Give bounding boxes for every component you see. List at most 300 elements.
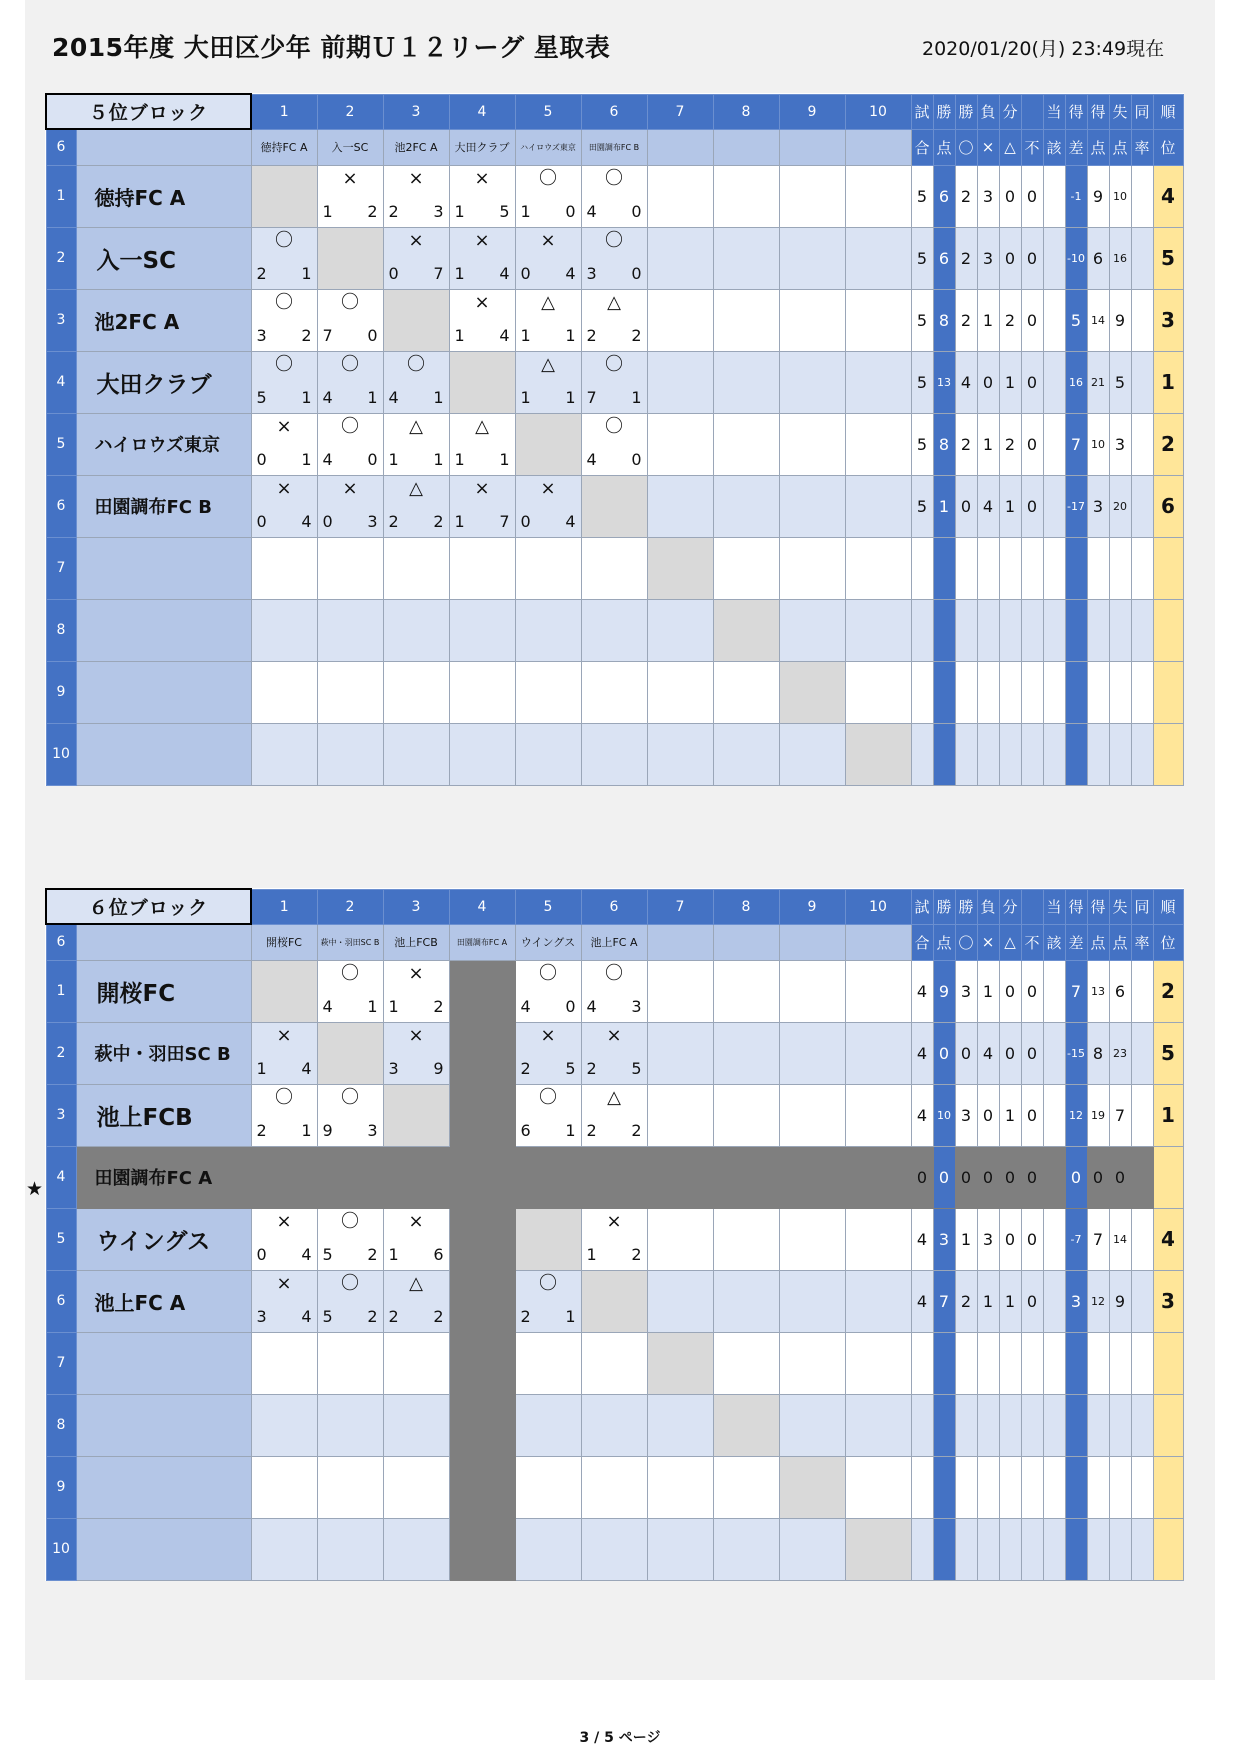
stat-cell: 1 [977, 413, 999, 475]
stat-cell: -17 [1065, 475, 1087, 537]
stat-cell [977, 1518, 999, 1580]
stat-cell: 1 [1153, 1084, 1183, 1146]
result-symbol: 〇 [605, 962, 623, 984]
match-result-cell [845, 661, 911, 723]
match-result-cell [515, 1146, 581, 1208]
team-row [46, 1518, 1183, 1580]
match-result-cell [383, 1394, 449, 1456]
match-result-cell [515, 1084, 581, 1146]
match-result-cell [713, 227, 779, 289]
goals-against: 2 [367, 1244, 378, 1264]
column-number: 10 [845, 94, 911, 129]
match-result-cell [449, 1518, 515, 1580]
stat-cell [1131, 413, 1153, 475]
stat-header-top: 勝 [933, 94, 955, 129]
result-symbol: 〇 [605, 229, 623, 251]
match-result-cell [515, 1518, 581, 1580]
stat-cell [1065, 661, 1087, 723]
stat-cell [955, 537, 977, 599]
goals-against: 5 [631, 1058, 642, 1078]
match-result-cell [383, 1332, 449, 1394]
goals-against: 4 [565, 263, 576, 283]
column-number: 9 [779, 94, 845, 129]
team-row [46, 960, 1183, 1022]
goals-against: 2 [301, 325, 312, 345]
match-result-cell [713, 1456, 779, 1518]
match-result-cell [647, 1518, 713, 1580]
team-row [46, 723, 1183, 785]
opponent-short-name: ハイロウズ東京 [515, 129, 581, 165]
stat-cell: 16 [1109, 227, 1131, 289]
stat-cell [1131, 1146, 1153, 1208]
stat-cell: 4 [911, 960, 933, 1022]
match-result-cell [317, 1146, 383, 1208]
team-name [76, 661, 251, 723]
column-number: 8 [713, 889, 779, 924]
match-result-cell [713, 1146, 779, 1208]
goals-against: 1 [301, 1120, 312, 1140]
stat-cell [1131, 227, 1153, 289]
stat-cell [1065, 599, 1087, 661]
stat-cell [1153, 723, 1183, 785]
team-row [46, 537, 1183, 599]
team-row [46, 1146, 1183, 1208]
match-result-cell [251, 1456, 317, 1518]
result-symbol: × [408, 962, 424, 984]
stat-cell: 10 [1109, 165, 1131, 227]
stat-cell: 0 [999, 960, 1021, 1022]
goals-for: 4 [322, 449, 333, 469]
match-result-cell [845, 165, 911, 227]
stat-cell [1043, 1394, 1065, 1456]
stat-cell [999, 661, 1021, 723]
match-result-cell [251, 1084, 317, 1146]
goals-for: 7 [322, 325, 333, 345]
match-result-cell [845, 1084, 911, 1146]
match-result-cell [251, 413, 317, 475]
stat-cell [1043, 1084, 1065, 1146]
match-result-cell [647, 1394, 713, 1456]
stat-cell [1087, 1332, 1109, 1394]
stat-cell: 10 [1087, 413, 1109, 475]
stat-cell: 12 [1065, 1084, 1087, 1146]
match-result-cell [251, 1146, 317, 1208]
goals-against: 0 [565, 996, 576, 1016]
team-name: ウイングス [76, 1208, 251, 1270]
match-result-cell [647, 960, 713, 1022]
column-number: 10 [845, 889, 911, 924]
stat-header-top: 勝 [955, 94, 977, 129]
team-row [46, 1022, 1183, 1084]
blank-header [76, 129, 251, 165]
stat-cell: 9 [1109, 289, 1131, 351]
match-result-cell [251, 289, 317, 351]
goals-for: 2 [256, 263, 267, 283]
match-result-cell [779, 1208, 845, 1270]
team-name: 池上FCB [76, 1084, 251, 1146]
goals-against: 4 [499, 325, 510, 345]
goals-against: 2 [433, 511, 444, 531]
match-result-cell [317, 1208, 383, 1270]
stat-cell [999, 1394, 1021, 1456]
match-result-cell [845, 227, 911, 289]
goals-for: 2 [520, 1058, 531, 1078]
team-name: 萩中・羽田SC B [76, 1022, 251, 1084]
row-number: 3 [46, 289, 76, 351]
stat-cell: 7 [1087, 1208, 1109, 1270]
stat-cell: 0 [1021, 1084, 1043, 1146]
goals-against: 2 [433, 1306, 444, 1326]
stat-cell [1087, 537, 1109, 599]
match-result-cell [449, 1146, 515, 1208]
team-row [46, 165, 1183, 227]
stat-cell [1021, 537, 1043, 599]
result-symbol: × [342, 167, 358, 189]
stat-cell: 0 [1021, 475, 1043, 537]
stat-cell [933, 661, 955, 723]
stat-header-bottom: 〇 [955, 924, 977, 960]
stat-cell: 1 [977, 960, 999, 1022]
stat-cell [1043, 537, 1065, 599]
match-result-cell [845, 351, 911, 413]
stat-cell [1043, 1456, 1065, 1518]
stat-header-bottom: 差 [1065, 924, 1087, 960]
goals-against: 2 [367, 1306, 378, 1326]
match-result-cell [383, 1146, 449, 1208]
result-symbol: 〇 [605, 167, 623, 189]
match-result-cell [317, 413, 383, 475]
stat-header-top: 順 [1153, 94, 1183, 129]
stat-cell: 0 [1021, 1270, 1043, 1332]
result-symbol: △ [607, 1086, 621, 1108]
stat-cell: 0 [1109, 1146, 1131, 1208]
stat-cell [1109, 599, 1131, 661]
result-symbol: 〇 [341, 415, 359, 437]
match-result-cell [581, 661, 647, 723]
stat-cell [1131, 599, 1153, 661]
stat-cell [1043, 1146, 1065, 1208]
stat-cell: 6 [933, 165, 955, 227]
stat-cell [1065, 537, 1087, 599]
goals-for: 1 [586, 1244, 597, 1264]
stat-cell [1087, 1518, 1109, 1580]
goals-against: 4 [301, 1306, 312, 1326]
match-result-cell [251, 351, 317, 413]
goals-for: 0 [256, 449, 267, 469]
result-symbol: × [276, 477, 292, 499]
goals-against: 1 [565, 1120, 576, 1140]
stat-cell [1087, 1394, 1109, 1456]
stat-cell [1065, 1518, 1087, 1580]
result-symbol: × [276, 1024, 292, 1046]
result-symbol: × [276, 1272, 292, 1294]
team-name: 入一SC [76, 227, 251, 289]
match-result-cell [251, 1022, 317, 1084]
match-result-cell [779, 475, 845, 537]
match-result-cell [713, 351, 779, 413]
row-number: 7 [46, 537, 76, 599]
stat-cell: 0 [1021, 165, 1043, 227]
stat-cell: 5 [1065, 289, 1087, 351]
stat-cell: 3 [955, 1084, 977, 1146]
match-result-cell [713, 599, 779, 661]
stat-cell: 0 [999, 1022, 1021, 1084]
match-result-cell [779, 1084, 845, 1146]
stat-cell [1109, 661, 1131, 723]
stat-cell: 6 [1087, 227, 1109, 289]
stat-cell [955, 1456, 977, 1518]
opponent-short-name: 田園調布FC B [581, 129, 647, 165]
header-row-names [46, 924, 1183, 960]
stat-cell: 4 [1153, 1208, 1183, 1270]
match-result-cell [251, 227, 317, 289]
match-result-cell [647, 1456, 713, 1518]
goals-against: 4 [301, 511, 312, 531]
stat-header-bottom: 不 [1021, 129, 1043, 165]
team-name [76, 599, 251, 661]
goals-for: 2 [586, 1058, 597, 1078]
match-result-cell [515, 351, 581, 413]
match-result-cell [515, 723, 581, 785]
column-number: 9 [779, 889, 845, 924]
match-result-cell [251, 1394, 317, 1456]
match-result-cell [317, 1518, 383, 1580]
goals-for: 5 [322, 1306, 333, 1326]
match-result-cell [317, 960, 383, 1022]
stat-cell [955, 1332, 977, 1394]
match-result-cell [647, 599, 713, 661]
match-result-cell [647, 1146, 713, 1208]
stat-header-top: 勝 [955, 889, 977, 924]
result-symbol: 〇 [341, 1210, 359, 1232]
row-number: 10 [46, 723, 76, 785]
stat-cell: 3 [933, 1208, 955, 1270]
stat-cell: 12 [1087, 1270, 1109, 1332]
goals-for: 2 [388, 511, 399, 531]
goals-against: 3 [631, 996, 642, 1016]
stat-cell: 20 [1109, 475, 1131, 537]
opponent-short-name [713, 129, 779, 165]
match-result-cell [317, 1456, 383, 1518]
opponent-short-name: 池上FCB [383, 924, 449, 960]
match-result-cell [581, 1332, 647, 1394]
goals-for: 0 [256, 511, 267, 531]
match-result-cell [581, 351, 647, 413]
match-result-cell [581, 1146, 647, 1208]
column-number: 1 [251, 889, 317, 924]
stat-header-top: 失 [1109, 889, 1131, 924]
stat-cell: 3 [1065, 1270, 1087, 1332]
stat-cell: 3 [1153, 1270, 1183, 1332]
stat-cell [1153, 1518, 1183, 1580]
match-result-cell [581, 1518, 647, 1580]
match-result-cell [383, 351, 449, 413]
stat-cell [1043, 227, 1065, 289]
match-result-cell [449, 599, 515, 661]
stat-cell: 1 [999, 1270, 1021, 1332]
stat-cell: 1 [933, 475, 955, 537]
match-result-cell [449, 475, 515, 537]
result-symbol: × [540, 229, 556, 251]
match-result-cell [713, 723, 779, 785]
goals-against: 0 [631, 263, 642, 283]
goals-against: 3 [367, 511, 378, 531]
match-result-cell [251, 165, 317, 227]
stat-cell [911, 723, 933, 785]
stat-cell [1043, 413, 1065, 475]
result-symbol: 〇 [341, 353, 359, 375]
stat-cell: 3 [977, 1208, 999, 1270]
result-symbol: 〇 [275, 353, 293, 375]
result-symbol: 〇 [605, 415, 623, 437]
goals-against: 0 [631, 449, 642, 469]
stat-cell: 13 [933, 351, 955, 413]
stat-cell: 8 [1087, 1022, 1109, 1084]
stat-cell: 0 [1021, 227, 1043, 289]
row-number: 7 [46, 1332, 76, 1394]
column-number: 6 [581, 889, 647, 924]
stat-cell [1087, 599, 1109, 661]
goals-for: 2 [586, 1120, 597, 1140]
goals-against: 7 [433, 263, 444, 283]
team-count: 6 [46, 129, 76, 165]
result-symbol: 〇 [341, 1272, 359, 1294]
result-symbol: × [408, 1210, 424, 1232]
match-result-cell [779, 960, 845, 1022]
match-result-cell [581, 537, 647, 599]
stat-cell: 23 [1109, 1022, 1131, 1084]
team-name: 田園調布FC B [76, 475, 251, 537]
match-result-cell [647, 1022, 713, 1084]
stat-cell [1043, 1208, 1065, 1270]
team-row [46, 1394, 1183, 1456]
match-result-cell [845, 1332, 911, 1394]
goals-against: 6 [433, 1244, 444, 1264]
stat-header-bottom: 〇 [955, 129, 977, 165]
row-number: 8 [46, 1394, 76, 1456]
team-name [76, 537, 251, 599]
stat-header-bottom: 点 [1087, 129, 1109, 165]
stat-cell: 5 [1153, 227, 1183, 289]
goals-against: 2 [367, 201, 378, 221]
match-result-cell [779, 1022, 845, 1084]
stat-cell: 0 [955, 1022, 977, 1084]
match-result-cell [845, 1022, 911, 1084]
match-result-cell [713, 1084, 779, 1146]
stat-cell [1109, 1518, 1131, 1580]
result-symbol: × [276, 415, 292, 437]
stat-cell [1131, 537, 1153, 599]
match-result-cell [515, 227, 581, 289]
result-symbol: 〇 [407, 353, 425, 375]
goals-for: 6 [520, 1120, 531, 1140]
stat-header-top: 得 [1087, 889, 1109, 924]
stat-cell: 2 [1153, 960, 1183, 1022]
goals-for: 1 [454, 449, 465, 469]
goals-against: 1 [631, 387, 642, 407]
stat-header-top: 当 [1043, 889, 1065, 924]
stat-cell: 7 [1065, 413, 1087, 475]
match-result-cell [251, 1332, 317, 1394]
goals-for: 3 [586, 263, 597, 283]
match-result-cell [581, 1084, 647, 1146]
stat-header-top: 試 [911, 94, 933, 129]
match-result-cell [449, 537, 515, 599]
stat-header-top: 勝 [933, 889, 955, 924]
stat-cell: 4 [977, 1022, 999, 1084]
opponent-short-name: 開桜FC [251, 924, 317, 960]
match-result-cell [383, 1518, 449, 1580]
stat-header-bottom: 差 [1065, 129, 1087, 165]
stat-cell [933, 537, 955, 599]
block-name: ５位ブロック [46, 94, 251, 129]
stat-cell: 0 [955, 475, 977, 537]
match-result-cell [449, 1456, 515, 1518]
row-number: 1 [46, 165, 76, 227]
goals-for: 2 [586, 325, 597, 345]
goals-for: 3 [256, 1306, 267, 1326]
stat-header-top: 試 [911, 889, 933, 924]
match-result-cell [647, 475, 713, 537]
stat-header-bottom: 位 [1153, 129, 1183, 165]
match-result-cell [317, 351, 383, 413]
stat-cell [1087, 723, 1109, 785]
goals-for: 1 [520, 201, 531, 221]
stat-cell: 3 [977, 165, 999, 227]
result-symbol: 〇 [539, 962, 557, 984]
team-name [76, 723, 251, 785]
match-result-cell [581, 1394, 647, 1456]
stat-cell [977, 723, 999, 785]
goals-against: 0 [631, 201, 642, 221]
column-number: 5 [515, 94, 581, 129]
stat-header-bottom: 該 [1043, 129, 1065, 165]
match-result-cell [713, 1518, 779, 1580]
match-result-cell [647, 227, 713, 289]
stat-cell: 3 [977, 227, 999, 289]
stat-cell [999, 1332, 1021, 1394]
stat-cell [1153, 1394, 1183, 1456]
stat-cell [1087, 661, 1109, 723]
match-result-cell [581, 1270, 647, 1332]
stat-cell: 4 [911, 1208, 933, 1270]
match-result-cell [779, 289, 845, 351]
match-result-cell [713, 960, 779, 1022]
stat-cell: 0 [955, 1146, 977, 1208]
stat-cell: 0 [977, 351, 999, 413]
goals-against: 0 [367, 449, 378, 469]
match-result-cell [515, 1022, 581, 1084]
stat-cell [955, 1518, 977, 1580]
stat-cell [1021, 1518, 1043, 1580]
match-result-cell [449, 1270, 515, 1332]
stat-cell: 6 [1109, 960, 1131, 1022]
stat-header-top: 得 [1087, 94, 1109, 129]
match-result-cell [647, 661, 713, 723]
opponent-short-name [779, 129, 845, 165]
match-result-cell [449, 351, 515, 413]
match-result-cell [251, 599, 317, 661]
match-result-cell [647, 1270, 713, 1332]
block-table-5th [45, 93, 1184, 786]
stat-cell [911, 537, 933, 599]
match-result-cell [713, 165, 779, 227]
goals-against: 0 [367, 325, 378, 345]
stat-cell [1043, 351, 1065, 413]
stat-cell: 4 [1153, 165, 1183, 227]
stat-cell: 0 [1021, 1208, 1043, 1270]
result-symbol: × [474, 291, 490, 313]
